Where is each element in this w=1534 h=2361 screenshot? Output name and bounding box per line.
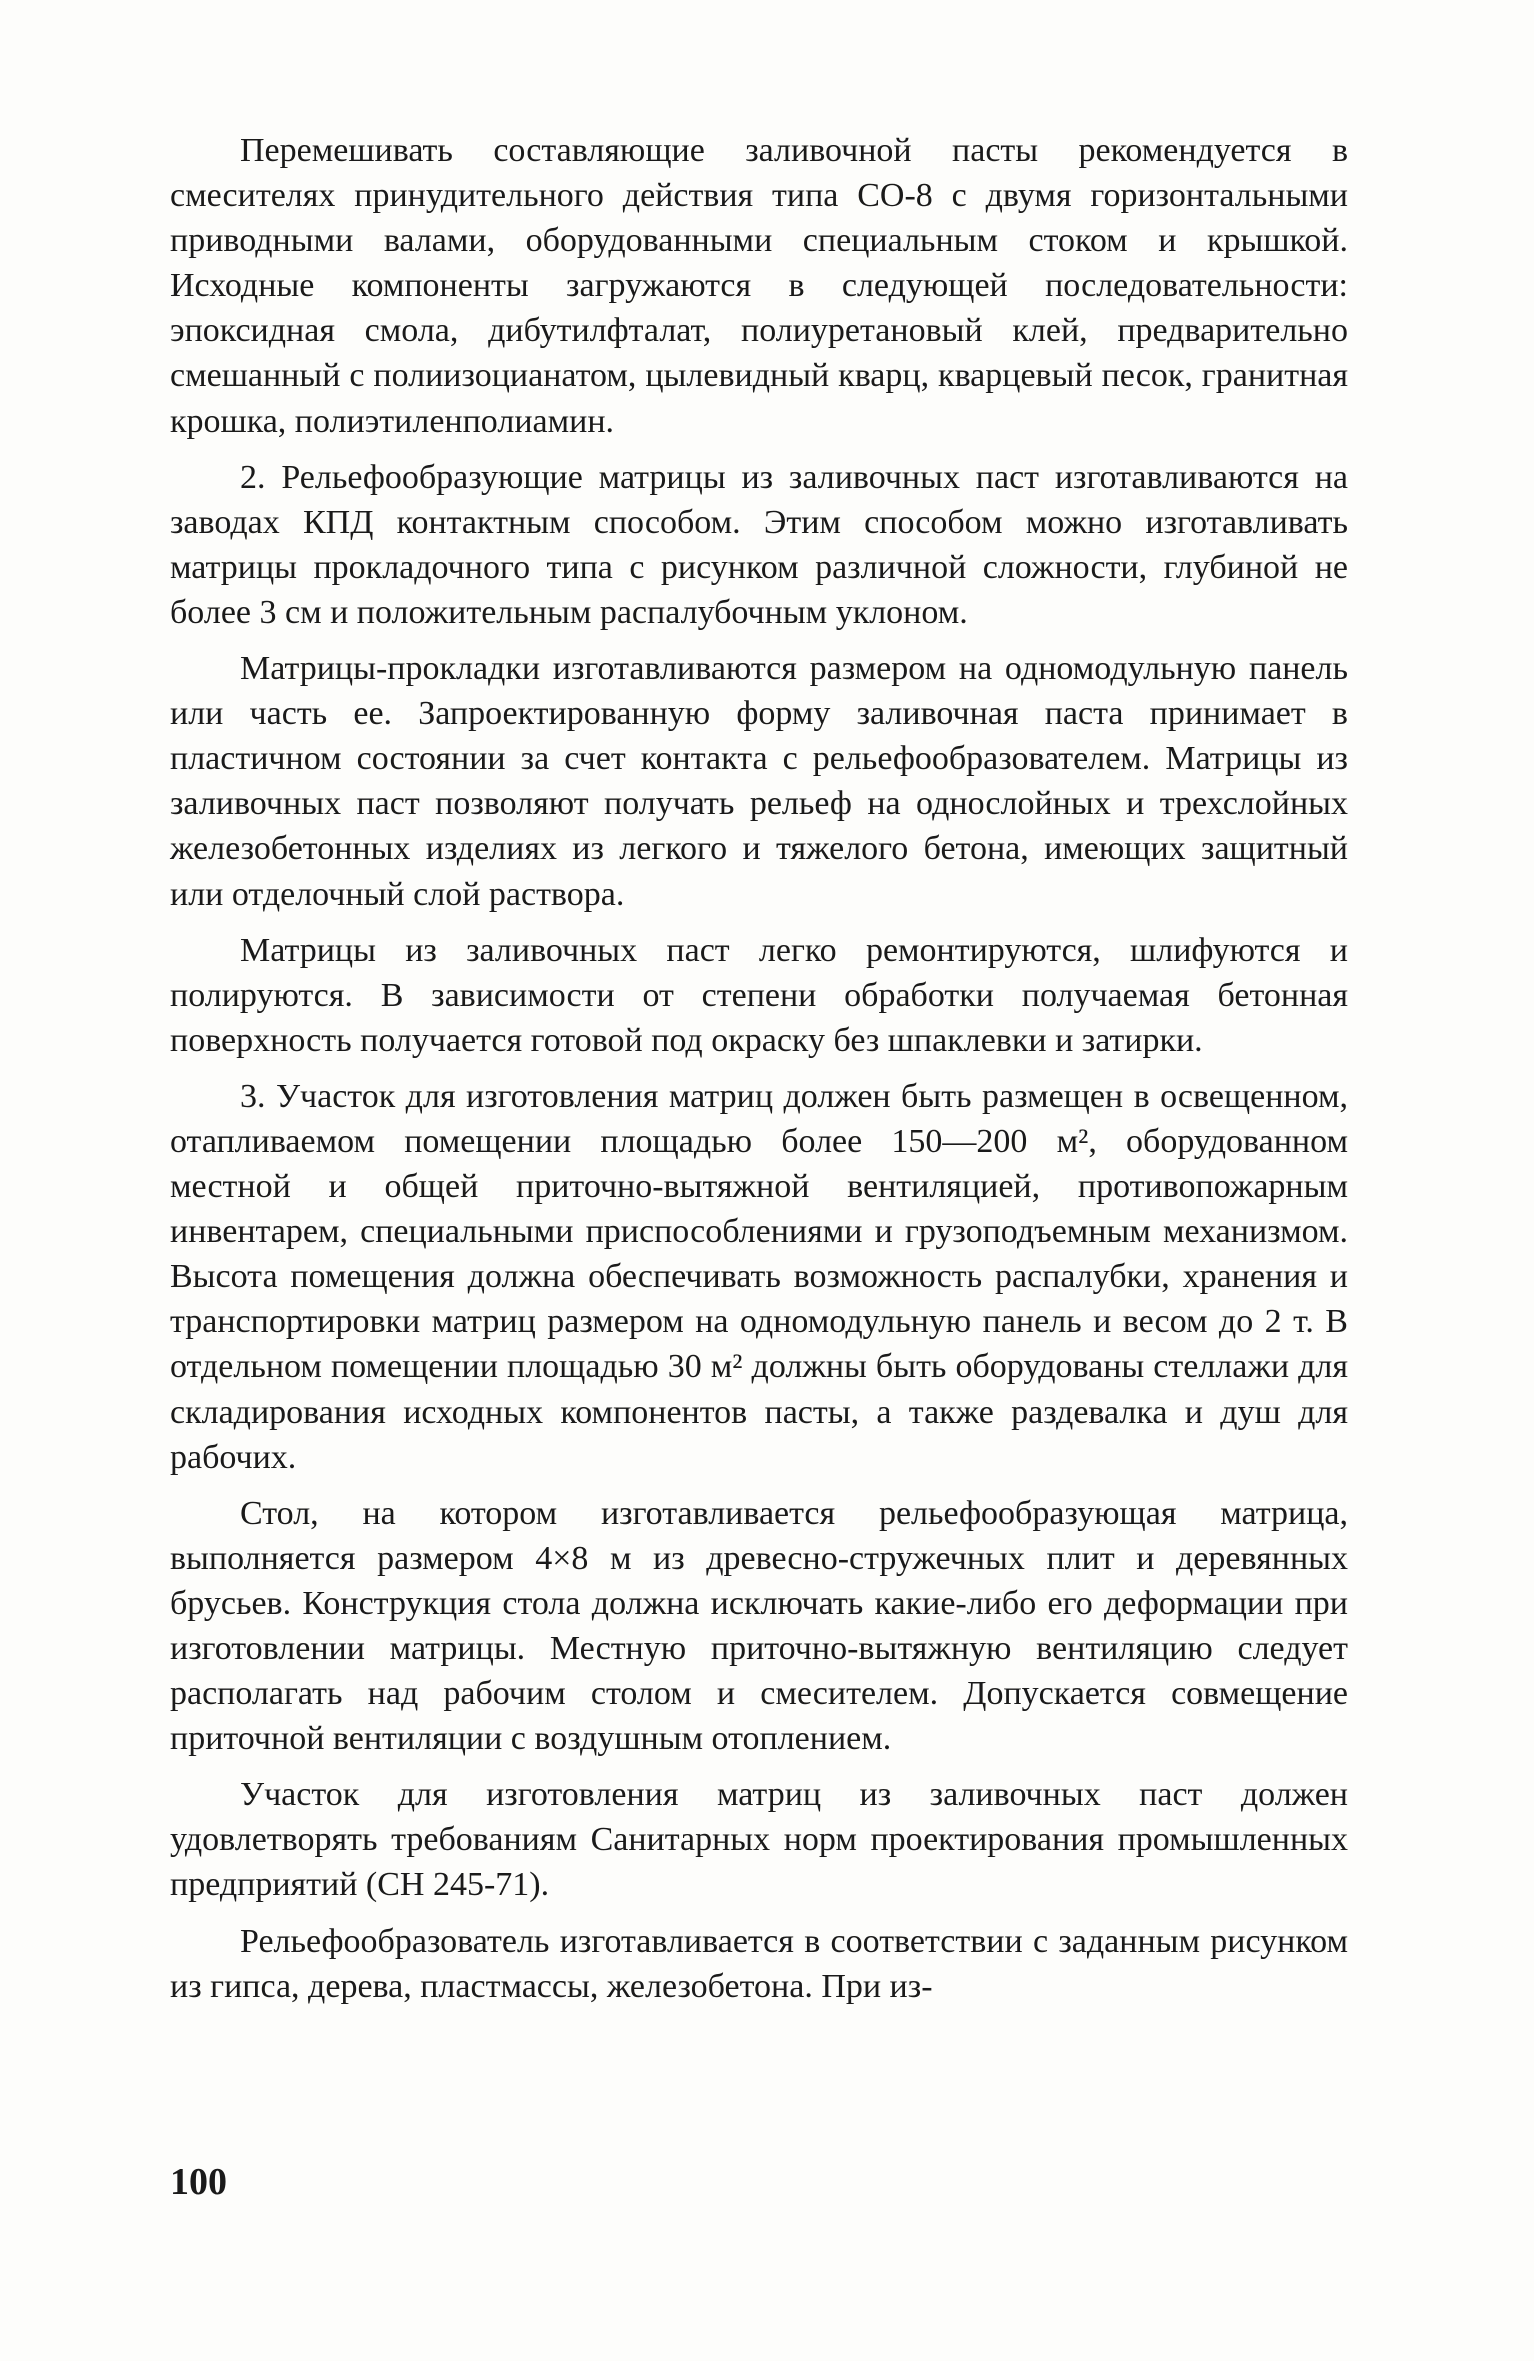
page-body-text [170,128,1348,2009]
paragraph-mixing: Перемешивать составляющие заливочной пасты рекомендуется в смесителях принудительного действия типа СО-8 с двумя горизонтальными приводными валами, оборудованными специальным стоком и крышкой. Исходные компоненты загружаются в следующей последовательности: эпоксидная смола, дибутилфталат, полиуретановый клей, предварительно смешанный с полиизоцианатом, цылевидный кварц, кварцевый песок, гранитная крошка, полиэтиленполиамин. [170,132,1348,440]
page-number: 100 [170,2161,227,2203]
paragraph-sanitary-norms: Участок для изготовления матриц из заливочных паст должен удовлетворять требованиям Санитарных норм проектирования промышленных предприятий (СН 245-71). [170,1776,1348,1904]
paragraph-matrix-pads: Матрицы-прокладки изготавливаются размером на одномодульную панель или часть ее. Запроектированную форму заливочная паста принимает в пластичном состоянии за счет контакта с рельефообразователем. Матрицы из заливочных паст позволяют получать рельеф на однослойных и трехслойных железобетонных изделиях из легкого и тяжелого бетона, имеющих защитный или отделочный слой раствора. [170,650,1348,913]
paragraph-table: Стол, на котором изготавливается рельефообразующая матрица, выполняется размером 4×8 м из древесно-стружечных плит и деревянных брусьев. Конструкция стола должна исключать какие-либо его деформации при изготовлении матрицы. Местную приточно-вытяжную вентиляцию следует располагать над рабочим столом и смесителем. Допускается совмещение приточной вентиляции с воздушным отоплением. [170,1494,1348,1758]
paragraph-section-2: 2. Рельефообразующие матрицы из заливочных паст изготавливаются на заводах КПД контактным способом. Этим способом можно изготавливать матрицы прокладочного типа с рисунком различной сложности, глубиной не более 3 см и положительным распалубочным уклоном. [170,458,1348,631]
paragraph-repair: Матрицы из заливочных паст легко ремонтируются, шлифуются и полируются. В зависимости от степени обработки получаемая бетонная поверхность получается готовой под окраску без шпаклевки и затирки. [170,931,1348,1059]
paragraph-section-3: 3. Участок для изготовления матриц должен быть размещен в освещенном, отапливаемом помещении площадью более 150—200 м², оборудованном местной и общей приточно-вытяжной вентиляцией, противопожарным инвентарем, специальными приспособлениями и грузоподъемным механизмом. Высота помещения должна обеспечивать возможность распалубки, хранения и транспортировки матриц размером на одномодульную панель и весом до 2 т. В отдельном помещении площадью 30 м² должны быть оборудованы стеллажи для складирования исходных компонентов пасты, а также раздевалка и душ для рабочих. [170,1077,1348,1476]
paragraph-relief-former: Рельефообразователь изготавливается в соответствии с заданным рисунком из гипса, дерева, пластмассы, железобетона. При из- [170,1922,1348,2005]
